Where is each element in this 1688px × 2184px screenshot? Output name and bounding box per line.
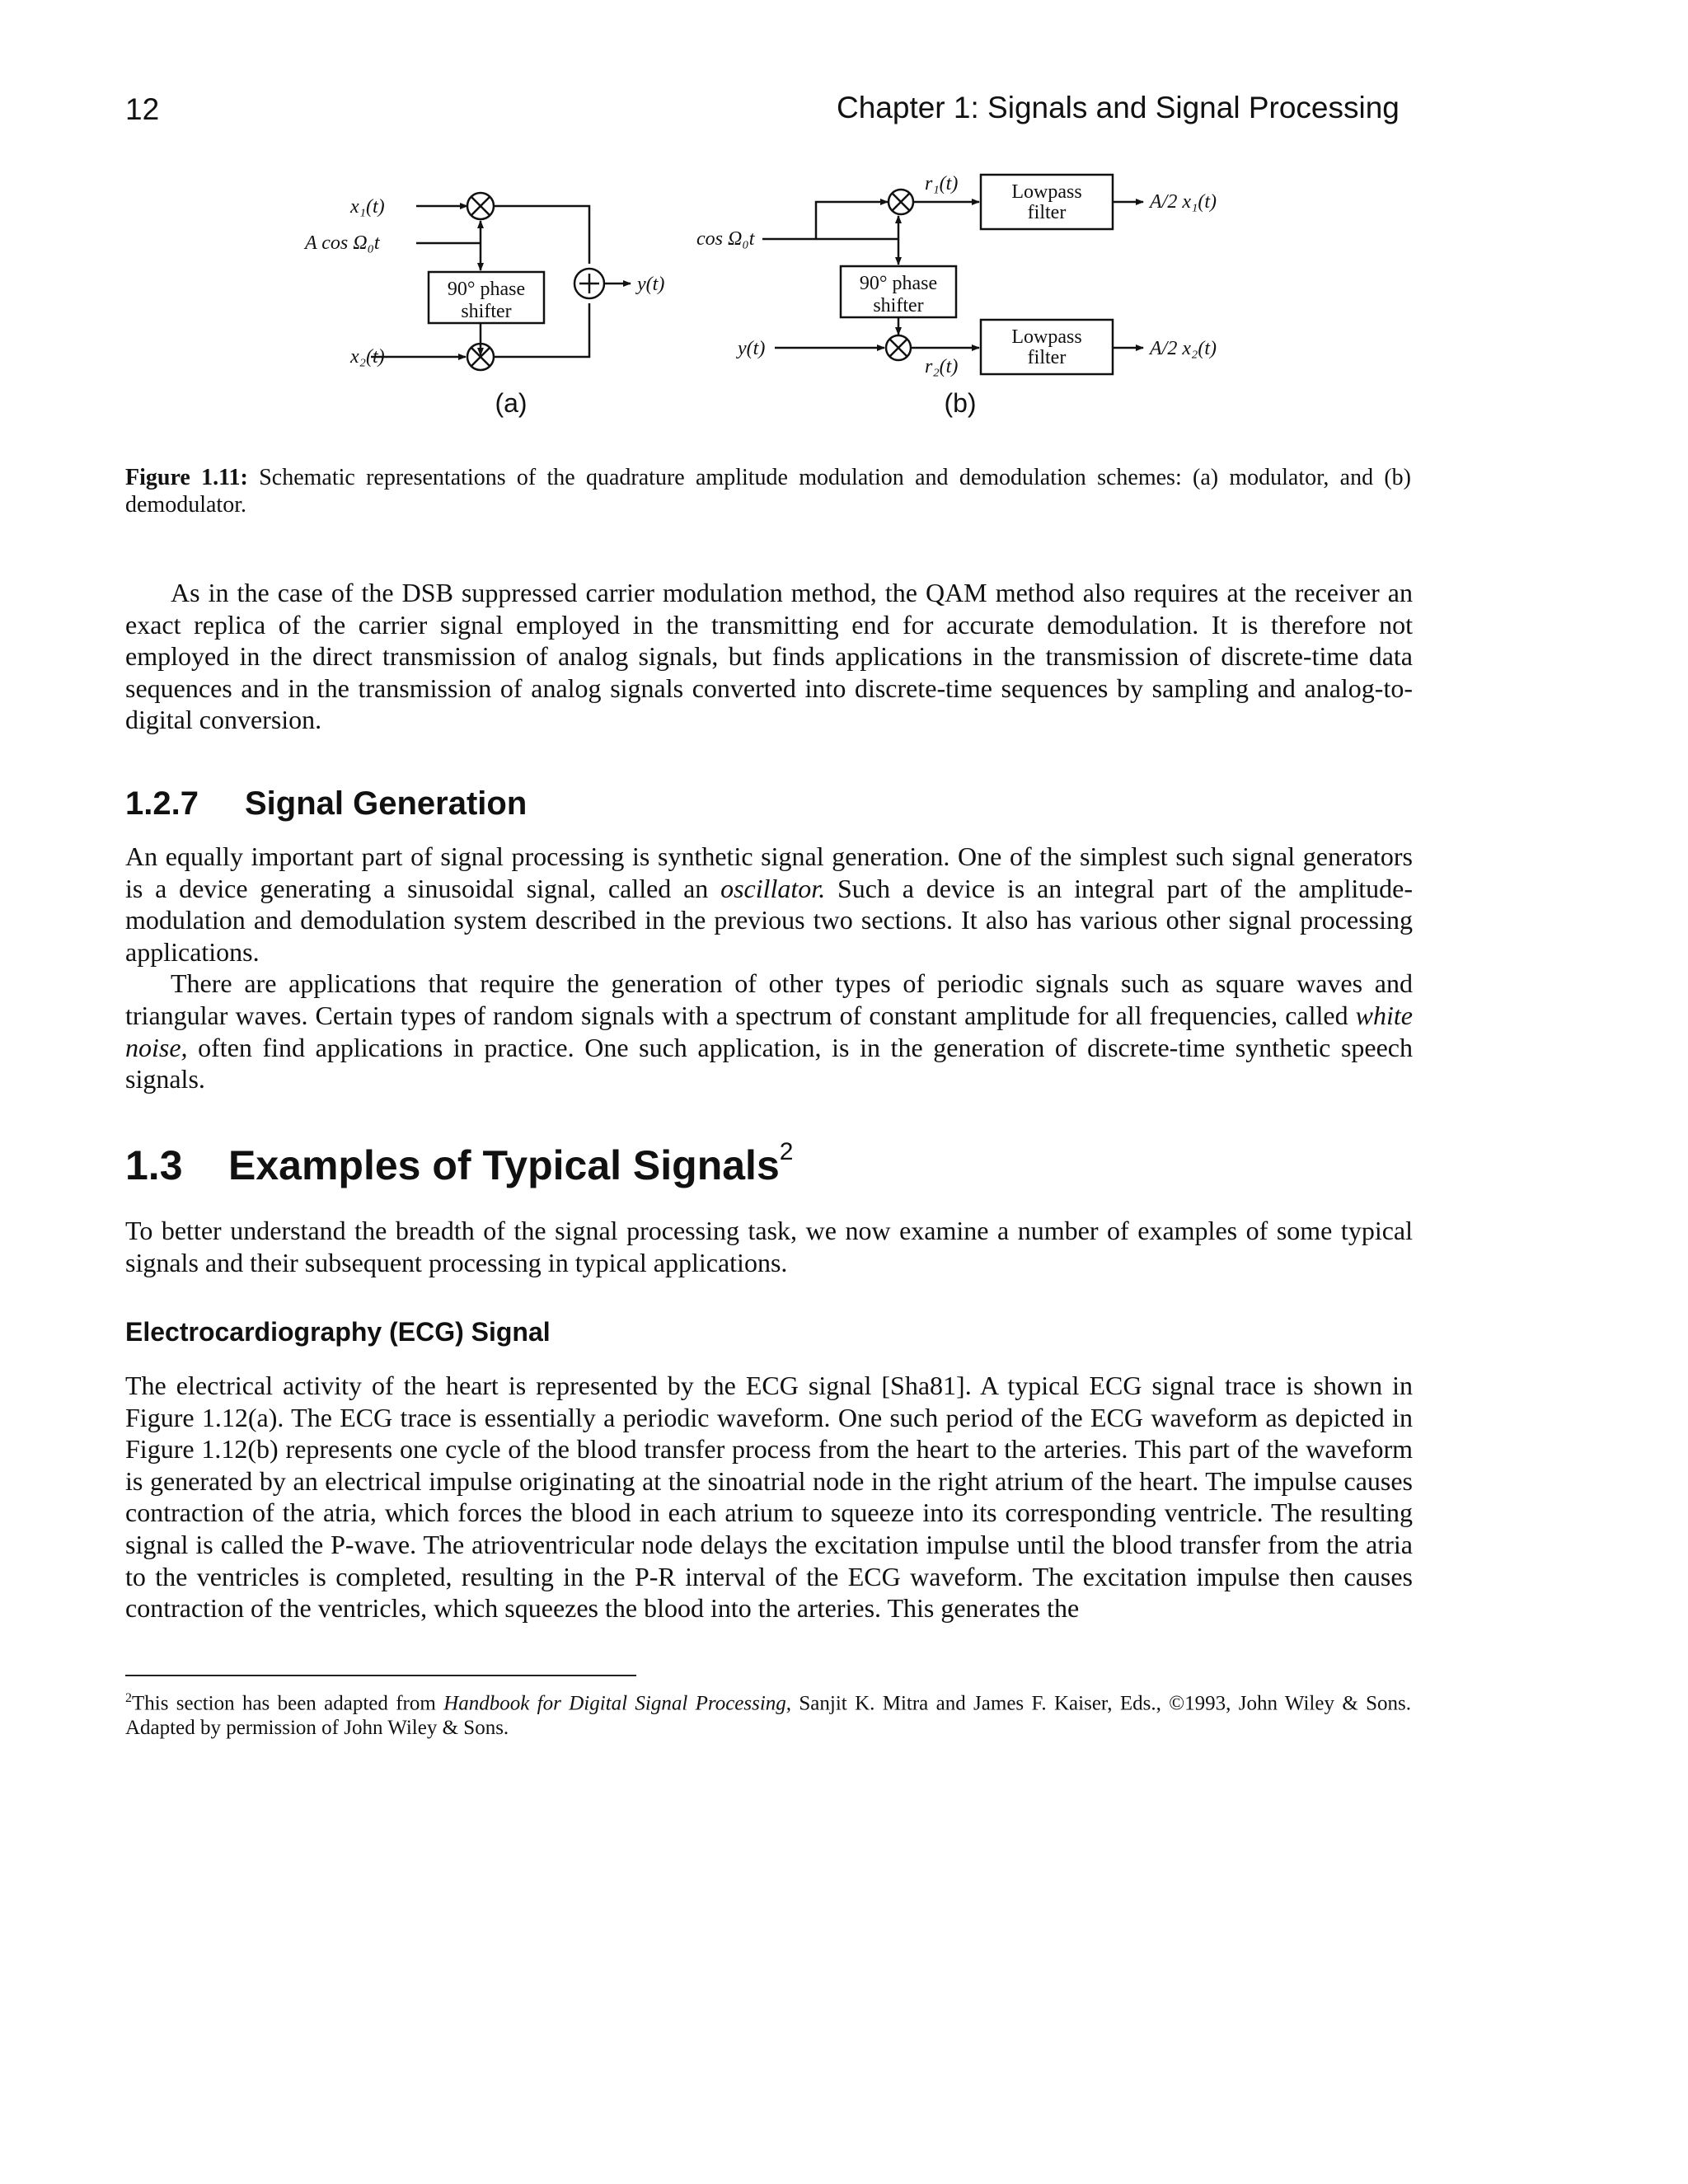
fig-b-out1: A/2 x₁(t) [1150,191,1217,213]
fig-b-label: (b) [944,388,977,418]
fig-b-filter1-line2: filter [1027,202,1067,223]
section-number: 1.2.7 [125,785,199,822]
fig-b-filter2-line1: Lowpass [1011,326,1082,348]
footnote-ref: 2 [779,1138,794,1166]
fig-b-r2: r₂(t) [925,356,959,377]
section-number: 1.3 [125,1142,183,1188]
fig-a-output: y(t) [637,274,665,295]
fig-a-shifter-line2: shifter [461,301,512,322]
section-1-3-intro: To better understand the breadth of the signal processing task, we now examine a number of examples of some typical signals and their subsequent processing in typical applications. [125,1216,1413,1277]
figure-caption [125,464,1411,518]
fig-b-input: y(t) [738,338,766,359]
caption-label: Figure 1.11: [125,465,248,490]
fig-b-shifter-line1: 90° phase [859,273,938,294]
fig-b-filter2-line2: filter [1027,347,1067,368]
fig-b-filter1-line1: Lowpass [1011,181,1082,203]
caption-text: Schematic representations of the quadrature amplitude modulation and demodulation schemes: (a) modulator, and (b) demodulator. [125,465,1412,518]
fig-b-shifter-line2: shifter [873,295,924,316]
fig-a-input1: x₁(t) [350,196,385,218]
fig-a-carrier: A cos Ω₀t [305,232,380,254]
qam-block-diagram [288,157,1278,429]
footnote-mark: 2 [125,1691,132,1705]
qam-paragraph: As in the case of the DSB suppressed carrier modulation method, the QAM method also requires at the receiver an exact replica of the carrier signal employed in the transmitting end for accurate demodulation. It is therefore not employed in the direct transmission of analog signals, but finds applications in the transmission of discrete-time data sequences and in the transmission of analog signals converted into discrete-time sequences by sampling and analog-to-digital conversion. [125,578,1413,735]
term-white-noise: white noise, [125,1000,1413,1062]
fig-a-input2: x₂(t) [350,346,385,368]
section-1-3-heading [125,1138,794,1189]
section-1-2-7-heading [125,785,527,823]
fig-b-r1: r₁(t) [925,173,959,194]
running-head: Chapter 1: Signals and Signal Processing [837,91,1400,124]
term-oscillator: oscillator. [720,873,826,903]
page-number: 12 [125,92,160,126]
signal-generation-p2: There are applications that require the generation of other types of periodic signals such as square waves and triangular waves. Certain types of random signals with a spectrum of constant amplitude for all frequencies, called white noise, often find applications in practice. One such application, is in the generation of discrete-time synthetic speech signals. [125,968,1413,1094]
footnote-rule [125,1675,636,1676]
fig-a-label: (a) [495,388,528,418]
figure-1-11 [288,157,1278,429]
signal-generation-p1: An equally important part of signal processing is synthetic signal generation. One of the simplest such signal generators is a device generating a sinusoidal signal, called an oscillator. Such a device is an integral part of the amplitude-modulation and demodulation system described in the previous two sections. It also has various other signal processing applications. [125,841,1414,967]
signal-generation-text [125,841,1413,1095]
fig-b-carrier: cos Ω₀t [696,228,755,250]
footnote-book-title: Handbook for Digital Signal Processing, [443,1692,792,1715]
ecg-paragraph: The electrical activity of the heart is represented by the ECG signal [Sha81]. A typical ECG signal trace is shown in Figure 1.12(a). The ECG trace is essentially a periodic waveform. One such period of the ECG waveform as depicted in Figure 1.12(b) represents one cycle of the blood transfer process from the heart to the arteries. This part of the waveform is generated by an electrical impulse originating at the sinoatrial node in the right atrium of the heart. The impulse causes contraction of the atria, which forces the blood in each atrium to squeeze into its corresponding ventricle. The resulting signal is called the P-wave. The atrioventricular node delays the excitation impulse until the blood transfer from the atria to the ventricles is completed, resulting in the P-R interval of the ECG waveform. The excitation impulse then causes contraction of the ventricles, which squeezes the blood into the arteries. This generates the [125,1371,1413,1624]
fig-b-out2: A/2 x₂(t) [1150,338,1217,359]
fig-a-shifter-line1: 90° phase [447,279,526,300]
ecg-heading: Electrocardiography (ECG) Signal [125,1317,551,1347]
section-title: Examples of Typical Signals [228,1142,780,1188]
section-title: Signal Generation [245,785,528,822]
footnote: $^2$This section has been adapted from Handbook for Digital Signal Processing, Sanjit K. Mitra and James F. Kaiser, Eds., ©1993, John Wiley & Sons. Adapted by permission of John Wiley & Sons. [125,1691,1411,1740]
